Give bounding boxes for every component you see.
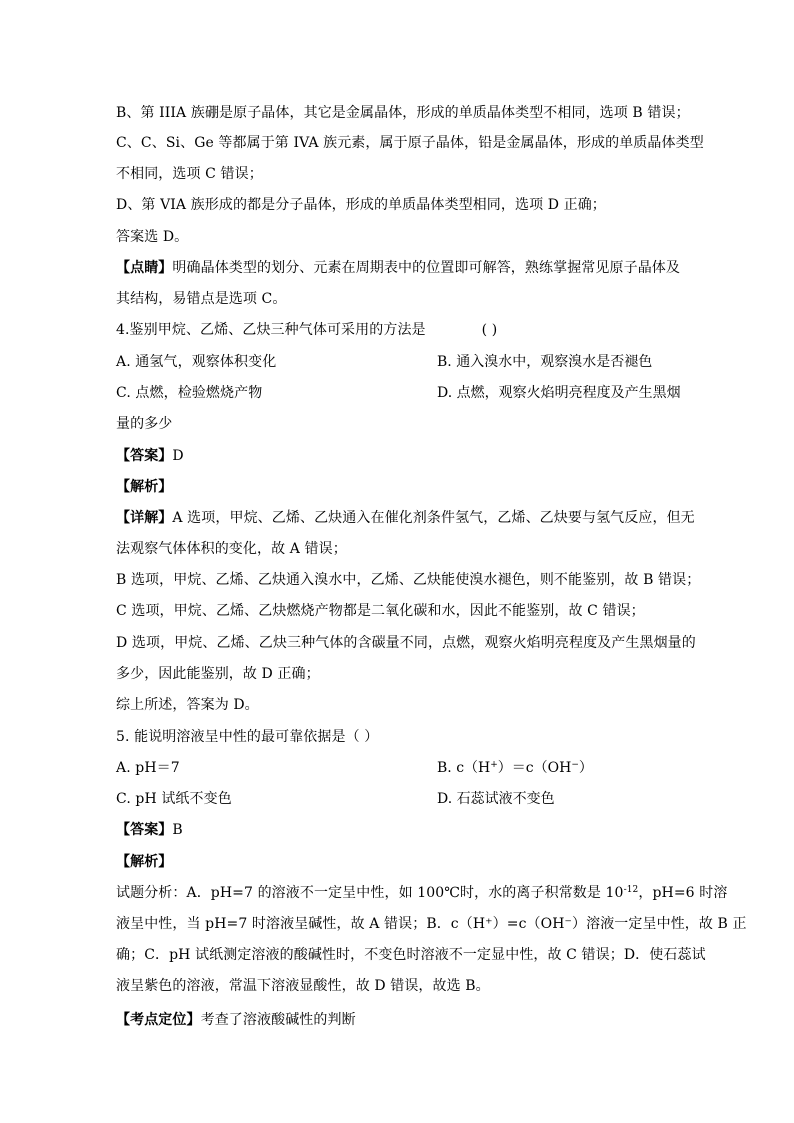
q3-analysis-d: D、第 VIA 族形成的都是分子晶体，形成的单质晶体类型相同，选项 D 正确； — [116, 197, 606, 213]
answer-tag: 【答案】 — [116, 822, 173, 838]
q4-detail-d-2: 多少，因此能鉴别，故 D 正确； — [116, 666, 320, 682]
q4-option-a: A. 通氢气，观察体积变化 — [116, 354, 277, 370]
kaodian-text: 考查了溶液酸碱性的判断 — [200, 1012, 356, 1028]
q5-option-b-part3: ） — [578, 760, 593, 776]
q4-detail-a-2: 法观察气体体积的变化，故 A 错误； — [116, 541, 347, 557]
q4-summary: 综上所述，答案为 D。 — [116, 697, 259, 713]
q4-detail-d-1: D 选项，甲烷、乙烯、乙炔三种气体的含碳量不同，点燃，观察火焰明亮程度及产生黑烟量的 — [116, 635, 696, 651]
q3-analysis-c-2: 不相同，选项 C 错误； — [116, 166, 263, 182]
q3-comment-2: 其结构，易错点是选项 C。 — [116, 291, 287, 307]
q5-analysis-3: 确；C．pH 试纸测定溶液的酸碱性时，不变色时溶液不一定显中性，故 C 错误；D．使石蕊试 — [116, 947, 706, 963]
q5-analysis-4: 液呈紫色的溶液，常温下溶液显酸性，故 D 错误，故选 B。 — [116, 978, 490, 994]
comment-text: 明确晶体类型的划分、元素在周期表中的位置即可解答，熟练掌握常见原子晶体及 — [172, 260, 681, 276]
q3-answer: 答案选 D。 — [116, 229, 189, 245]
q5-answer — [116, 820, 183, 840]
q4-analysis-tag: 【解析】 — [116, 479, 173, 495]
answer-value: B — [172, 822, 183, 838]
exponent-sup: -12 — [623, 885, 639, 895]
q4-detail-c: C 选项，甲烷、乙烯、乙炔燃烧产物都是二氧化碳和水，因此不能鉴别，故 C 错误； — [116, 603, 645, 619]
q3-analysis-c-1: C、C、Si、Ge 等都属于第 IVA 族元素，属于原子晶体，铅是金属晶体，形成的单质晶体类型 — [116, 135, 704, 151]
q5-analysis-tag: 【解析】 — [116, 854, 173, 870]
q5-analysis-2: 液呈中性，当 pH=7 时溶液呈碱性，故 A 错误；B．c（H⁺）=c（OH⁻）溶液一定呈中性，故 B 正 — [116, 916, 747, 932]
q4-option-d: D. 点燃，观察火焰明亮程度及产生黑烟 — [437, 385, 681, 401]
detail-tag: 【详解】 — [116, 510, 173, 526]
q5-option-b — [437, 758, 593, 778]
q5-option-b-part1: B. c（H — [437, 760, 491, 776]
q4-answer — [116, 446, 184, 466]
q4-stem — [116, 320, 497, 340]
h-plus-sup: + — [490, 760, 498, 770]
q5-option-b-part2: ）＝c（OH — [497, 760, 572, 776]
q4-option-d-cont: 量的多少 — [116, 416, 173, 432]
q5-option-d: D. 石蕊试液不变色 — [437, 791, 555, 807]
q5-analysis-1-tail: ，pH=6 时溶 — [638, 885, 728, 901]
comment-tag: 【点睛】 — [116, 260, 173, 276]
q4-detail-b: B 选项，甲烷、乙烯、乙炔通入溴水中，乙烯、乙炔能使溴水褪色，则不能鉴别，故 B 错误； — [116, 572, 701, 588]
q5-option-a: A. pH＝7 — [116, 760, 180, 776]
answer-value: D — [172, 448, 184, 464]
kaodian-tag: 【考点定位】 — [116, 1012, 201, 1028]
q5-stem: 5. 能说明溶液呈中性的最可靠依据是（ ） — [116, 729, 379, 745]
q5-option-c: C. pH 试纸不变色 — [116, 791, 232, 807]
q3-analysis-b: B、第 IIIA 族硼是原子晶体，其它是金属晶体，形成的单质晶体类型不相同，选项 B 错误； — [116, 105, 690, 121]
q4-stem-text: 4.鉴别甲烷、乙烯、乙炔三种气体可采用的方法是 — [116, 322, 426, 338]
q5-analysis-1 — [116, 883, 727, 903]
q5-kaodian — [116, 1010, 356, 1030]
q4-option-b: B. 通入溴水中，观察溴水是否褪色 — [437, 354, 653, 370]
q4-option-c: C. 点燃，检验燃烧产物 — [116, 385, 263, 401]
oh-minus-sup: − — [571, 760, 579, 770]
q3-comment-1 — [116, 258, 680, 278]
detail-a-text: A 选项，甲烷、乙烯、乙炔通入在催化剂条件氢气，乙烯、乙炔要与氢气反应，但无 — [172, 510, 695, 526]
answer-tag: 【答案】 — [116, 448, 173, 464]
q4-answer-bracket: ( ) — [481, 322, 498, 338]
q5-analysis-1-text: 试题分析：A．pH=7 的溶液不一定呈中性，如 100℃时，水的离子积常数是 10 — [116, 885, 624, 901]
q4-detail-a-1 — [116, 508, 695, 528]
